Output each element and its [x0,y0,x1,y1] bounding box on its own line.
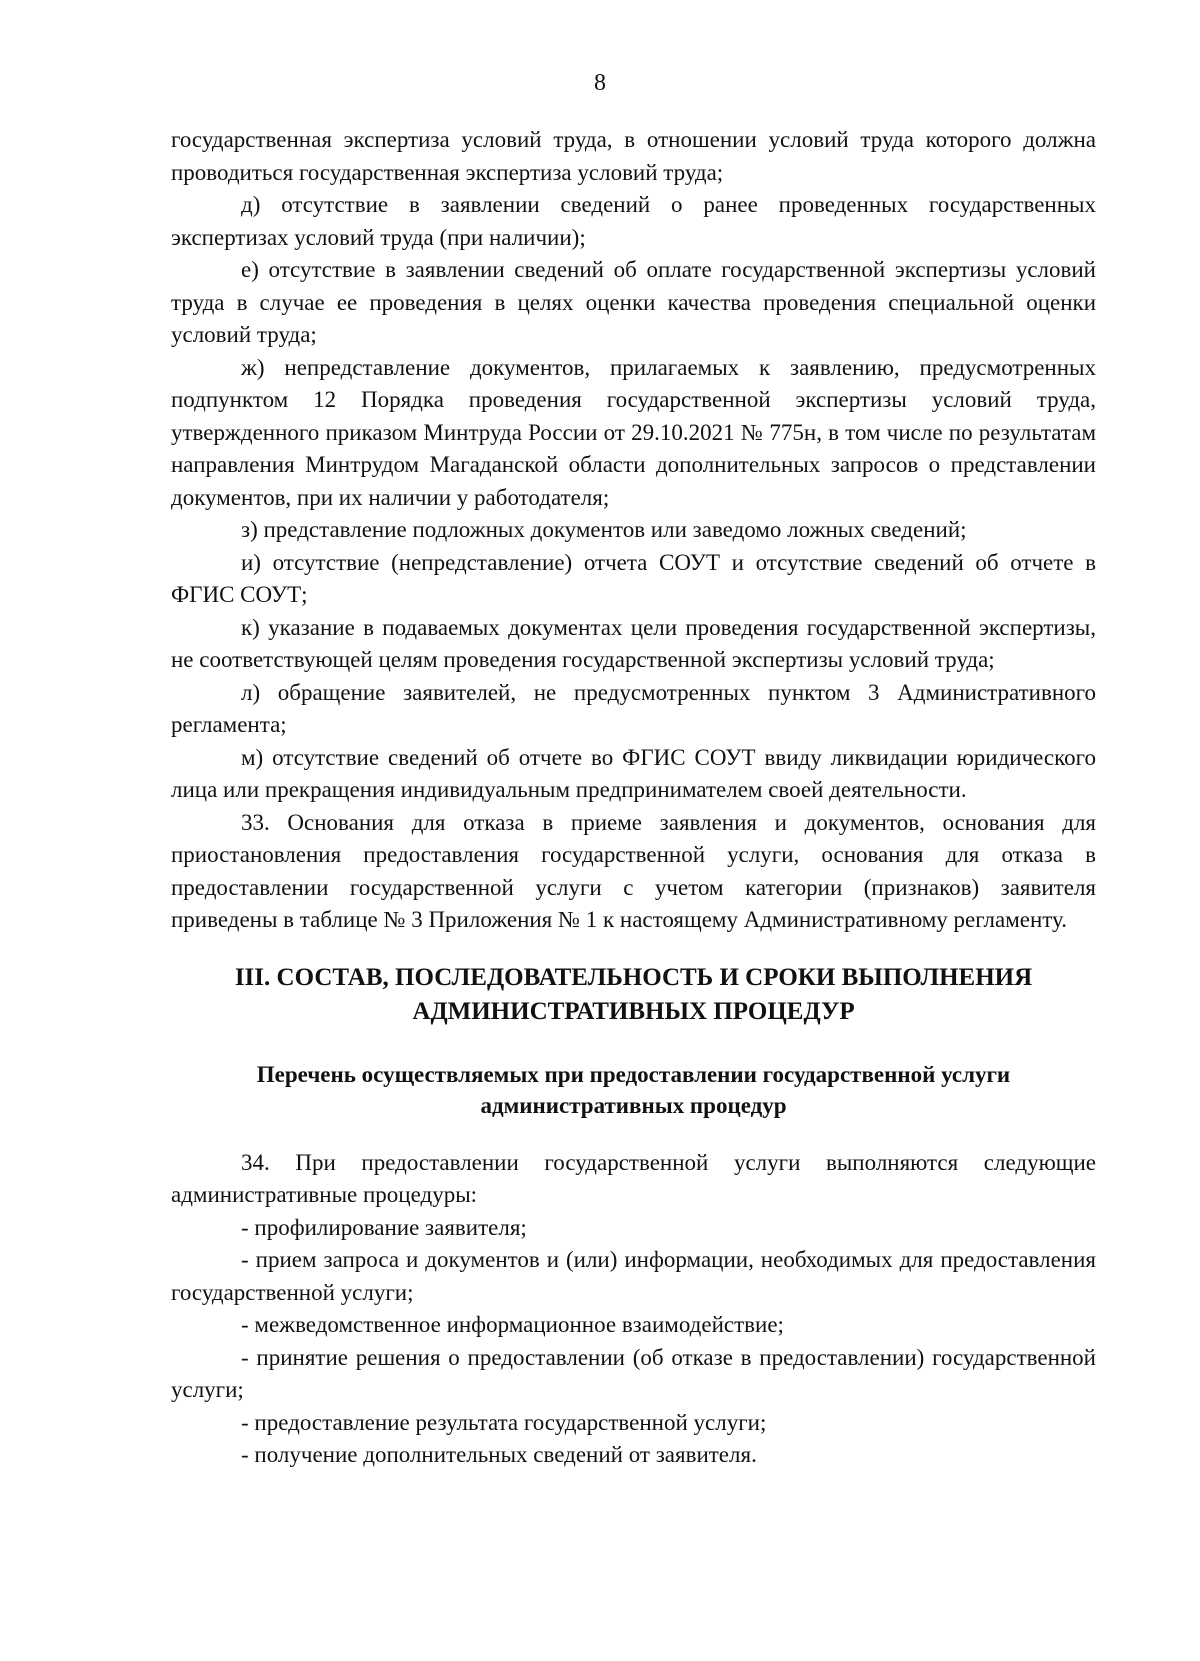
paragraph-item-i: и) отсутствие (непредставление) отчета СОУТ и отсутствие сведений об отчете в ФГИС СОУТ; [171,549,1096,607]
paragraph-34: 34. При предоставлении государственной услуги выполняются следующие административные процедуры: [171,1149,1096,1207]
paragraph-item-d: д) отсутствие в заявлении сведений о ранее проведенных государственных экспертизах условий труда (при наличии); [171,192,1096,250]
section-heading-line-1: III. СОСТАВ, ПОСЛЕДОВАТЕЛЬНОСТЬ И СРОКИ ВЫПОЛНЕНИЯ [234,963,1033,991]
paragraph-item-z: з) представление подложных документов или заведомо ложных сведений; [241,517,967,542]
list-item-result: - предоставление результата государственной услуги; [241,1409,767,1435]
paragraph-33: 33. Основания для отказа в приеме заявления и документов, основания для приостановления предоставления государственной услуги, основания для отказа в предоставлении государственной услуги с учетом категории (признаков) заявителя приведены в таблице № 3 Приложения № 1 к настоящему Административному регламенту. [171,809,1096,932]
list-item-decision: - принятие решения о предоставлении (об отказе в предоставлении) государственной услуги; [171,1344,1096,1402]
subsection-heading [171,1059,1096,1121]
paragraph-continuation: государственная экспертиза условий труда, в отношении условий труда которого должна проводиться государственная экспертиза условий труда; [171,127,1096,185]
list-item-additional-info: - получение дополнительных сведений от заявителя. [241,1442,757,1467]
list-item-profiling: - профилирование заявителя; [241,1214,527,1240]
paragraph-item-zh: ж) непредставление документов, прилагаемых к заявлению, предусмотренных подпунктом 12 Порядка проведения государственной экспертизы условий труда, утвержденного приказом Минтруда России от 29.10.2021 № 775н, в том числе по результатам направления Минтрудом Магаданской области дополнительных запросов о представлении документов, при их наличии у работодателя; [171,354,1096,510]
subsection-heading-line-1: Перечень осуществляемых при предоставлении государственной услуги [256,1061,1011,1087]
page-number: 8 [594,70,606,96]
document-body [171,124,1096,1472]
list-item-interagency: - межведомственное информационное взаимодействие; [241,1312,784,1337]
section-heading-line-2: АДМИНИСТРАТИВНЫХ ПРОЦЕДУР [412,997,855,1025]
paragraph-item-e: е) отсутствие в заявлении сведений об оплате государственной экспертизы условий труда в случае ее проведения в целях оценки качества проведения специальной оценки условий труда; [171,257,1096,347]
paragraph-item-m: м) отсутствие сведений об отчете во ФГИС СОУТ ввиду ликвидации юридического лица или прекращения индивидуальным предпринимателем своей деятельности. [171,744,1096,802]
paragraph-item-l: л) обращение заявителей, не предусмотренных пунктом 3 Административного регламента; [171,679,1096,737]
subsection-heading-line-2: административных процедур [480,1092,787,1118]
list-item-request-intake: - прием запроса и документов и (или) информации, необходимых для предоставления государственной услуги; [171,1247,1096,1305]
section-heading-block [171,961,1096,1029]
paragraph-item-k: к) указание в подаваемых документах цели проведения государственной экспертизы, не соответствующей целям проведения государственной экспертизы условий труда; [171,614,1096,672]
